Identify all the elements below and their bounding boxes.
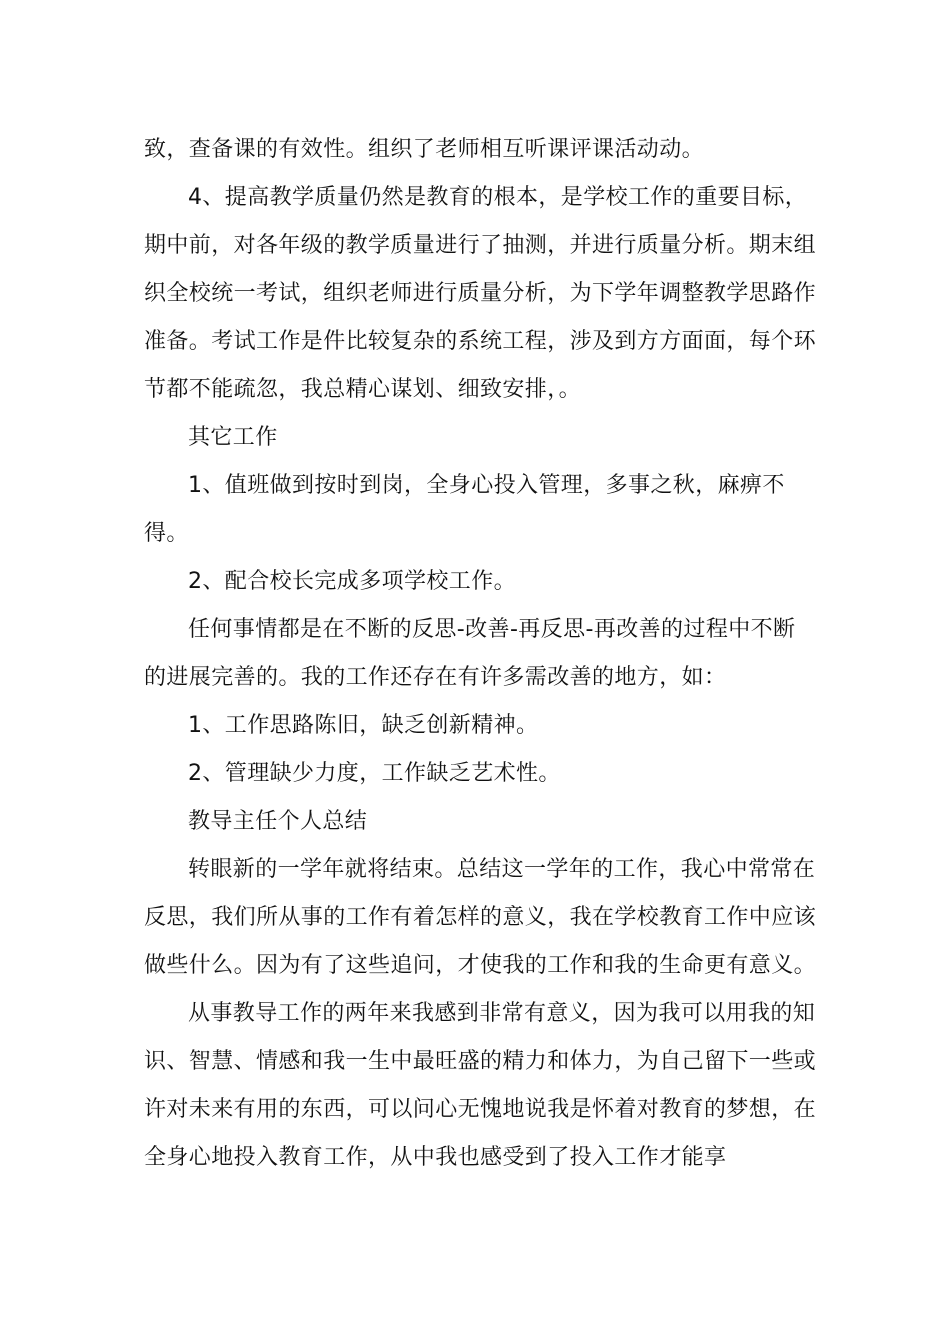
paragraph-reflection: 任何事情都是在不断的反思-改善-再反思-再改善的过程中不断的进展完善的。我的工作还存在有许多需改善的地方，如： bbox=[144, 617, 796, 690]
paragraph-issue-2: 2、管理缺少力度，工作缺乏艺术性。 bbox=[188, 761, 561, 786]
paragraph-assist-principal: 2、配合校长完成多项学校工作。 bbox=[188, 569, 516, 594]
paragraph-duty: 1、值班做到按时到岗，全身心投入管理，多事之秋，麻痹不得。 bbox=[144, 473, 785, 546]
paragraph-issue-1: 1、工作思路陈旧，缺乏创新精神。 bbox=[188, 713, 539, 738]
paragraph-continuation: 致，查备课的有效性。组织了老师相互听课评课活动动。 bbox=[144, 137, 705, 162]
paragraph-two-years: 从事教导工作的两年来我感到非常有意义，因为我可以用我的知识、智慧、情感和我一生中最旺盛的精力和体力，为自己留下一些或许对未来有用的东西，可以问心无愧地说我是怀着对教育的梦想，在全身心地投入教育工作，从中我也感受到了投入工作才能享 bbox=[144, 1001, 817, 1170]
section-heading-summary: 教导主任个人总结 bbox=[188, 809, 368, 834]
paragraph-teaching-quality: 4、提高教学质量仍然是教育的根本，是学校工作的重要目标，期中前，对各年级的教学质量进行了抽测，并进行质量分析。期末组织全校统一考试，组织老师进行质量分析，为下学年调整教学思路作准备。考试工作是件比较复杂的系统工程，涉及到方方面面，每个环节都不能疏忽，我总精心谋划、细致安排，。 bbox=[144, 185, 817, 402]
document-body bbox=[144, 126, 816, 1182]
section-heading-other-work: 其它工作 bbox=[188, 425, 278, 450]
paragraph-year-summary: 转眼新的一学年就将结束。总结这一学年的工作，我心中常常在反思，我们所从事的工作有着怎样的意义，我在学校教育工作中应该做些什么。因为有了这些追问，才使我的工作和我的生命更有意义。 bbox=[144, 857, 817, 978]
